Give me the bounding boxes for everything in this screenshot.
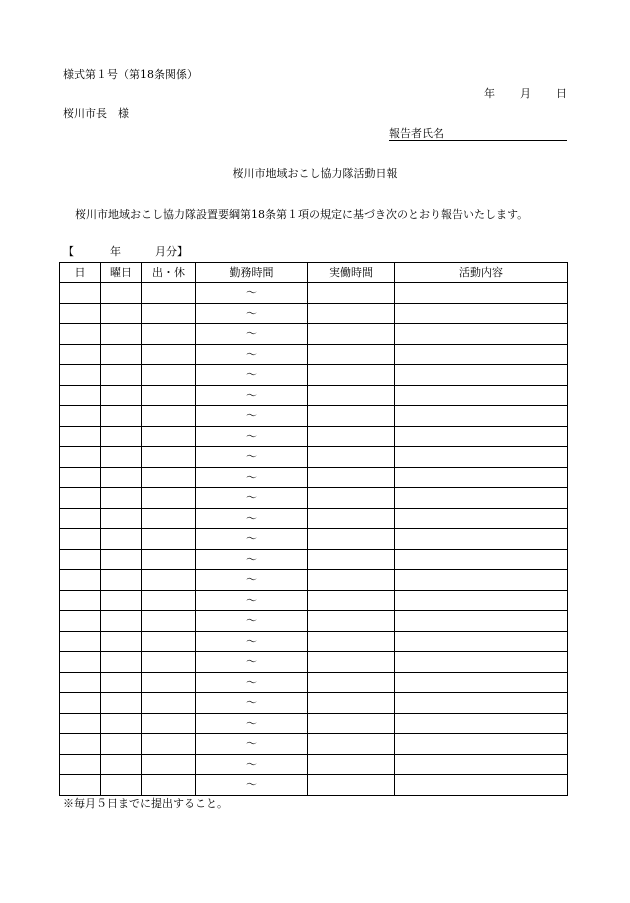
time-separator: ～: [246, 532, 257, 546]
time-separator: ～: [246, 757, 257, 771]
work-hours-cell[interactable]: [196, 631, 308, 652]
table-row: [60, 611, 568, 632]
attendance-cell[interactable]: [142, 693, 196, 714]
attendance-cell[interactable]: [142, 529, 196, 550]
attendance-cell[interactable]: [142, 303, 196, 324]
activity-cell[interactable]: [395, 775, 568, 796]
time-separator: ～: [246, 737, 257, 751]
column-header-weekday: 曜日: [101, 263, 142, 283]
day-cell[interactable]: [60, 467, 101, 488]
actual-hours-cell[interactable]: [308, 488, 395, 509]
actual-hours-cell[interactable]: [308, 611, 395, 632]
column-header-attendance: 出・休: [142, 263, 196, 283]
time-separator: ～: [246, 675, 257, 689]
table-row: [60, 754, 568, 775]
work-hours-cell[interactable]: [196, 652, 308, 673]
work-hours-cell[interactable]: [196, 590, 308, 611]
time-separator: ～: [246, 696, 257, 710]
day-cell[interactable]: [60, 631, 101, 652]
activity-cell[interactable]: [395, 672, 568, 693]
weekday-cell[interactable]: [101, 713, 142, 734]
table-header-row: [60, 263, 568, 283]
attendance-cell[interactable]: [142, 426, 196, 447]
weekday-cell[interactable]: [101, 303, 142, 324]
table-row: [60, 406, 568, 427]
table-row: [60, 693, 568, 714]
time-separator: ～: [246, 593, 257, 607]
work-hours-cell[interactable]: [196, 303, 308, 324]
actual-hours-cell[interactable]: [308, 467, 395, 488]
actual-hours-cell[interactable]: [308, 549, 395, 570]
actual-hours-cell[interactable]: [308, 303, 395, 324]
attendance-cell[interactable]: [142, 652, 196, 673]
time-separator: ～: [246, 470, 257, 484]
activity-cell[interactable]: [395, 570, 568, 591]
weekday-cell[interactable]: [101, 365, 142, 386]
work-hours-cell[interactable]: [196, 488, 308, 509]
date-year-label: 年: [484, 87, 495, 100]
time-separator: ～: [246, 388, 257, 402]
day-cell[interactable]: [60, 713, 101, 734]
day-cell[interactable]: [60, 488, 101, 509]
table-row: [60, 324, 568, 345]
date-line: [484, 88, 567, 99]
time-separator: ～: [246, 614, 257, 628]
weekday-cell[interactable]: [101, 406, 142, 427]
actual-hours-cell[interactable]: [308, 570, 395, 591]
day-cell[interactable]: [60, 672, 101, 693]
weekday-cell[interactable]: [101, 631, 142, 652]
activity-cell[interactable]: [395, 406, 568, 427]
table-row: [60, 344, 568, 365]
attendance-cell[interactable]: [142, 385, 196, 406]
day-cell[interactable]: [60, 283, 101, 304]
table-row: [60, 570, 568, 591]
document-title: 桜川市地域おこし協力隊活動日報: [232, 167, 398, 180]
activity-log-table: [59, 262, 568, 796]
day-cell[interactable]: [60, 344, 101, 365]
work-hours-cell[interactable]: [196, 549, 308, 570]
table-row: [60, 672, 568, 693]
attendance-cell[interactable]: [142, 672, 196, 693]
actual-hours-cell[interactable]: [308, 426, 395, 447]
activity-cell[interactable]: [395, 713, 568, 734]
table-row: [60, 303, 568, 324]
activity-cell[interactable]: [395, 283, 568, 304]
time-separator: ～: [246, 491, 257, 505]
period-year-label: 年: [110, 245, 121, 258]
activity-cell[interactable]: [395, 447, 568, 468]
attendance-cell[interactable]: [142, 590, 196, 611]
column-header-activity: 活動内容: [395, 263, 568, 283]
attendance-cell[interactable]: [142, 549, 196, 570]
activity-cell[interactable]: [395, 508, 568, 529]
work-hours-cell[interactable]: [196, 672, 308, 693]
attendance-cell[interactable]: [142, 631, 196, 652]
time-separator: ～: [246, 450, 257, 464]
weekday-cell[interactable]: [101, 775, 142, 796]
work-hours-cell[interactable]: [196, 611, 308, 632]
time-separator: ～: [246, 634, 257, 648]
day-cell[interactable]: [60, 406, 101, 427]
attendance-cell[interactable]: [142, 406, 196, 427]
work-hours-cell[interactable]: [196, 713, 308, 734]
work-hours-cell[interactable]: [196, 775, 308, 796]
time-separator: ～: [246, 286, 257, 300]
table-row: [60, 508, 568, 529]
activity-cell[interactable]: [395, 365, 568, 386]
day-cell[interactable]: [60, 529, 101, 550]
work-hours-cell[interactable]: [196, 508, 308, 529]
attendance-cell[interactable]: [142, 775, 196, 796]
time-separator: ～: [246, 511, 257, 525]
attendance-cell[interactable]: [142, 488, 196, 509]
actual-hours-cell[interactable]: [308, 365, 395, 386]
table-row: [60, 426, 568, 447]
work-hours-cell[interactable]: [196, 693, 308, 714]
time-separator: ～: [246, 306, 257, 320]
weekday-cell[interactable]: [101, 570, 142, 591]
actual-hours-cell[interactable]: [308, 775, 395, 796]
weekday-cell[interactable]: [101, 385, 142, 406]
attendance-cell[interactable]: [142, 508, 196, 529]
work-hours-cell[interactable]: [196, 754, 308, 775]
work-hours-cell[interactable]: [196, 570, 308, 591]
weekday-cell[interactable]: [101, 590, 142, 611]
work-hours-cell[interactable]: [196, 283, 308, 304]
activity-cell[interactable]: [395, 590, 568, 611]
activity-cell[interactable]: [395, 611, 568, 632]
time-separator: ～: [246, 552, 257, 566]
table-row: [60, 529, 568, 550]
attendance-cell[interactable]: [142, 283, 196, 304]
day-cell[interactable]: [60, 570, 101, 591]
actual-hours-cell[interactable]: [308, 713, 395, 734]
period-month-label: 月分】: [155, 245, 188, 258]
table-row: [60, 652, 568, 673]
actual-hours-cell[interactable]: [308, 385, 395, 406]
weekday-cell[interactable]: [101, 447, 142, 468]
footnote: ※毎月５日までに提出すること。: [63, 797, 228, 810]
actual-hours-cell[interactable]: [308, 283, 395, 304]
day-cell[interactable]: [60, 549, 101, 570]
activity-cell[interactable]: [395, 529, 568, 550]
activity-cell[interactable]: [395, 631, 568, 652]
actual-hours-cell[interactable]: [308, 529, 395, 550]
table-row: [60, 385, 568, 406]
weekday-cell[interactable]: [101, 611, 142, 632]
actual-hours-cell[interactable]: [308, 324, 395, 345]
reporter-name-field[interactable]: [389, 140, 567, 141]
table-row: [60, 488, 568, 509]
day-cell[interactable]: [60, 385, 101, 406]
attendance-cell[interactable]: [142, 447, 196, 468]
time-separator: ～: [246, 409, 257, 423]
attendance-cell[interactable]: [142, 734, 196, 755]
attendance-cell[interactable]: [142, 570, 196, 591]
table-row: [60, 775, 568, 796]
weekday-cell[interactable]: [101, 734, 142, 755]
intro-text: 桜川市地域おこし協力隊設置要綱第18条第１項の規定に基づき次のとおり報告いたします。: [75, 208, 529, 221]
day-cell[interactable]: [60, 590, 101, 611]
time-separator: ～: [246, 573, 257, 587]
weekday-cell[interactable]: [101, 672, 142, 693]
weekday-cell[interactable]: [101, 283, 142, 304]
day-cell[interactable]: [60, 754, 101, 775]
weekday-cell[interactable]: [101, 754, 142, 775]
activity-cell[interactable]: [395, 549, 568, 570]
weekday-cell[interactable]: [101, 344, 142, 365]
activity-cell[interactable]: [395, 734, 568, 755]
day-cell[interactable]: [60, 324, 101, 345]
time-separator: ～: [246, 429, 257, 443]
activity-cell[interactable]: [395, 488, 568, 509]
time-separator: ～: [246, 327, 257, 341]
work-hours-cell[interactable]: [196, 447, 308, 468]
time-separator: ～: [246, 347, 257, 361]
weekday-cell[interactable]: [101, 652, 142, 673]
attendance-cell[interactable]: [142, 324, 196, 345]
date-month-label: 月: [520, 87, 531, 100]
work-hours-cell[interactable]: [196, 734, 308, 755]
table-row: [60, 447, 568, 468]
weekday-cell[interactable]: [101, 488, 142, 509]
actual-hours-cell[interactable]: [308, 406, 395, 427]
day-cell[interactable]: [60, 611, 101, 632]
table-row: [60, 549, 568, 570]
day-cell[interactable]: [60, 508, 101, 529]
day-cell[interactable]: [60, 303, 101, 324]
column-header-day: 日: [60, 263, 101, 283]
column-header-work-hours: 勤務時間: [196, 263, 308, 283]
work-hours-cell[interactable]: [196, 324, 308, 345]
attendance-cell[interactable]: [142, 611, 196, 632]
activity-cell[interactable]: [395, 324, 568, 345]
attendance-cell[interactable]: [142, 344, 196, 365]
weekday-cell[interactable]: [101, 549, 142, 570]
table-row: [60, 734, 568, 755]
time-separator: ～: [246, 716, 257, 730]
attendance-cell[interactable]: [142, 713, 196, 734]
work-hours-cell[interactable]: [196, 426, 308, 447]
actual-hours-cell[interactable]: [308, 508, 395, 529]
actual-hours-cell[interactable]: [308, 590, 395, 611]
table-row: [60, 631, 568, 652]
column-header-actual-hours: 実働時間: [308, 263, 395, 283]
addressee: 桜川市長 様: [63, 107, 129, 120]
actual-hours-cell[interactable]: [308, 693, 395, 714]
weekday-cell[interactable]: [101, 529, 142, 550]
actual-hours-cell[interactable]: [308, 672, 395, 693]
work-hours-cell[interactable]: [196, 344, 308, 365]
activity-cell[interactable]: [395, 467, 568, 488]
actual-hours-cell[interactable]: [308, 344, 395, 365]
actual-hours-cell[interactable]: [308, 754, 395, 775]
report-period: [63, 246, 188, 257]
work-hours-cell[interactable]: [196, 385, 308, 406]
actual-hours-cell[interactable]: [308, 631, 395, 652]
table-row: [60, 713, 568, 734]
activity-cell[interactable]: [395, 426, 568, 447]
activity-cell[interactable]: [395, 385, 568, 406]
weekday-cell[interactable]: [101, 324, 142, 345]
table-row: [60, 365, 568, 386]
actual-hours-cell[interactable]: [308, 652, 395, 673]
work-hours-cell[interactable]: [196, 365, 308, 386]
day-cell[interactable]: [60, 693, 101, 714]
work-hours-cell[interactable]: [196, 406, 308, 427]
actual-hours-cell[interactable]: [308, 734, 395, 755]
weekday-cell[interactable]: [101, 508, 142, 529]
activity-cell[interactable]: [395, 344, 568, 365]
activity-cell[interactable]: [395, 693, 568, 714]
time-separator: ～: [246, 655, 257, 669]
table-row: [60, 467, 568, 488]
day-cell[interactable]: [60, 652, 101, 673]
weekday-cell[interactable]: [101, 467, 142, 488]
day-cell[interactable]: [60, 426, 101, 447]
activity-cell[interactable]: [395, 303, 568, 324]
time-separator: ～: [246, 778, 257, 792]
reporter-name-label: 報告者氏名: [389, 127, 444, 140]
weekday-cell[interactable]: [101, 693, 142, 714]
period-open-bracket: 【: [63, 245, 74, 258]
table-row: [60, 590, 568, 611]
work-hours-cell[interactable]: [196, 529, 308, 550]
weekday-cell[interactable]: [101, 426, 142, 447]
attendance-cell[interactable]: [142, 754, 196, 775]
day-cell[interactable]: [60, 365, 101, 386]
work-hours-cell[interactable]: [196, 467, 308, 488]
date-day-label: 日: [556, 87, 567, 100]
activity-cell[interactable]: [395, 754, 568, 775]
attendance-cell[interactable]: [142, 467, 196, 488]
form-number: 様式第１号（第18条関係）: [63, 68, 198, 81]
time-separator: ～: [246, 368, 257, 382]
table-row: [60, 283, 568, 304]
day-cell[interactable]: [60, 734, 101, 755]
activity-cell[interactable]: [395, 652, 568, 673]
actual-hours-cell[interactable]: [308, 447, 395, 468]
day-cell[interactable]: [60, 775, 101, 796]
day-cell[interactable]: [60, 447, 101, 468]
attendance-cell[interactable]: [142, 365, 196, 386]
